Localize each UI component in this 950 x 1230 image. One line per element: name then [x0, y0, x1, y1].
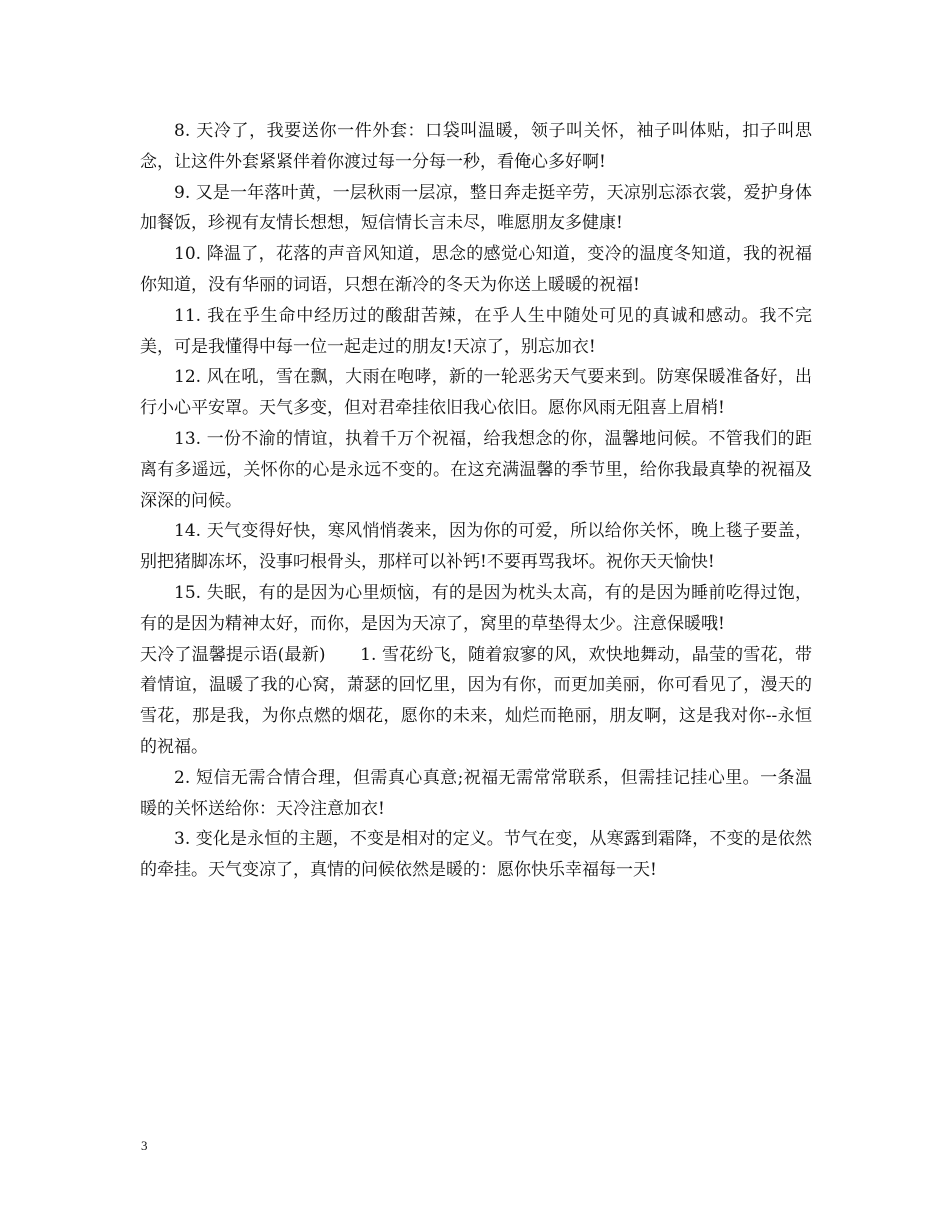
paragraph-2: 2. 短信无需合情合理，但需真心真意;祝福无需常常联系，但需挂记挂心里。一条温暖的关怀送给你：天冷注意加衣! — [140, 767, 812, 819]
paragraph-11: 11. 我在乎生命中经历过的酸甜苦辣，在乎人生中随处可见的真诚和感动。我不完美，可是我懂得中每一位一起走过的朋友!天凉了，别忘加衣! — [140, 305, 812, 357]
document-body — [140, 116, 812, 886]
paragraph-13: 13. 一份不渝的情谊，执着千万个祝福，给我想念的你，温馨地问候。不管我们的距离有多遥远，关怀你的心是永远不变的。在这充满温馨的季节里，给你我最真挚的祝福及深深的问候。 — [140, 428, 812, 511]
paragraph-3: 3. 变化是永恒的主题，不变是相对的定义。节气在变，从寒露到霜降，不变的是依然的牵挂。天气变凉了，真情的问候依然是暖的：愿你快乐幸福每一天! — [140, 829, 812, 881]
paragraph-15: 15. 失眠，有的是因为心里烦恼，有的是因为枕头太高，有的是因为睡前吃得过饱，有的是因为精神太好，而你，是因为天凉了，窝里的草垫得太少。注意保暖哦! — [140, 582, 812, 634]
paragraph-9: 9. 又是一年落叶黄，一层秋雨一层凉，整日奔走挺辛劳，天凉别忘添衣裳，爱护身体加餐饭，珍视有友情长想想，短信情长言未尽，唯愿朋友多健康! — [140, 182, 812, 234]
paragraph-12: 12. 风在吼，雪在飘，大雨在咆哮，新的一轮恶劣天气要来到。防寒保暖准备好，出行小心平安罩。天气多变，但对君牵挂依旧我心依旧。愿你风雨无阻喜上眉梢! — [140, 367, 812, 419]
section-heading-paragraph: 天冷了温馨提示语(最新) 1. 雪花纷飞，随着寂寥的风，欢快地舞动，晶莹的雪花，带着情谊，温暖了我的心窝，萧瑟的回忆里，因为有你，而更加美丽，你可看见了，漫天的雪花，那是我，为你点燃的烟花，愿你的未来，灿烂而艳丽，朋友啊，这是我对你--永恒的祝福。 — [140, 644, 812, 757]
paragraph-14: 14. 天气变得好快，寒风悄悄袭来，因为你的可爱，所以给你关怀，晚上毯子要盖，别把猪脚冻坏，没事叼根骨头，那样可以补钙!不要再骂我坏。祝你天天愉快! — [140, 521, 812, 573]
paragraph-8: 8. 天冷了，我要送你一件外套：口袋叫温暖，领子叫关怀，袖子叫体贴，扣子叫思念，让这件外套紧紧伴着你渡过每一分每一秒，看俺心多好啊! — [140, 121, 812, 172]
paragraph-10: 10. 降温了，花落的声音风知道，思念的感觉心知道，变冷的温度冬知道，我的祝福你知道，没有华丽的词语，只想在渐冷的冬天为你送上暖暖的祝福! — [140, 244, 812, 295]
page-number: 3 — [141, 1138, 148, 1153]
